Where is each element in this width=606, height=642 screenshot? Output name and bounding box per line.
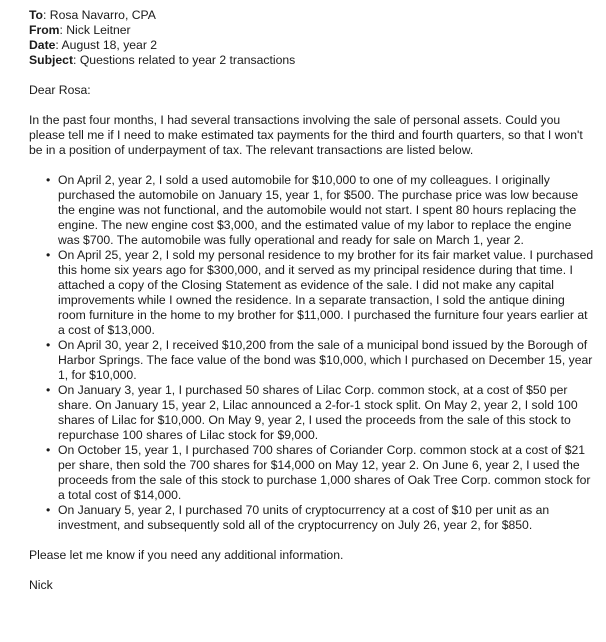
transaction-list: [29, 173, 594, 533]
subject-value: Questions related to year 2 transactions: [79, 53, 296, 67]
bullet-icon: •: [46, 248, 51, 262]
bullet-icon: •: [46, 383, 51, 397]
list-item-text: On April 2, year 2, I sold a used automobile for $10,000 to one of my colleagues. I originally purchased the automobile on January 15, year 1, for $500. The purchase price was low because the engine was not functional, and the automobile would not start. I spent 80 hours replacing the engine. The new engine cost $3,000, and the estimated value of my labor to replace the engine was $700. The automobile was fully operational and ready for sale on March 1, year 2.: [58, 173, 579, 247]
date-value: August 18, year 2: [61, 38, 158, 52]
list-item: [46, 503, 594, 533]
closing-line: Please let me know if you need any additional information.: [29, 548, 344, 562]
bullet-icon: •: [46, 443, 51, 457]
bullet-icon: •: [46, 338, 51, 352]
list-item-text: On January 3, year 1, I purchased 50 shares of Lilac Corp. common stock, at a cost of $50 per share. On January 15, year 2, Lilac announced a 2-for-1 stock split. On May 2, year 2, I sold 100 shares of Lilac for $10,000. On May 9, year 2, I used the proceeds from the sale of this stock to repurchase 100 shares of Lilac stock for $9,000.: [58, 383, 578, 442]
memo-document: [29, 8, 594, 593]
from-label: From: [29, 23, 60, 37]
subject-label: Subject: [29, 53, 74, 67]
from-value: Nick Leitner: [66, 23, 131, 37]
bullet-icon: •: [46, 503, 51, 517]
greeting: Dear Rosa:: [29, 83, 91, 97]
list-item: [46, 248, 594, 338]
date-label: Date: [29, 38, 56, 52]
to-label: To: [29, 8, 43, 22]
date-line: Date: August 18, year 2: [29, 38, 158, 52]
list-item-text: On January 5, year 2, I purchased 70 units of cryptocurrency at a cost of $10 per unit as an investment, and subsequently sold all of the cryptocurrency on July 26, year 2, for $850.: [58, 503, 550, 532]
list-item-text: On October 15, year 1, I purchased 700 shares of Coriander Corp. common stock at a cost of $21 per share, then sold the 700 shares for $14,000 on May 12, year 2. On June 6, year 2, I used the proceeds from the sale of this stock to purchase 1,000 shares of Oak Tree Corp. common stock for a total cost of $14,000.: [58, 443, 591, 502]
to-value: Rosa Navarro, CPA: [49, 8, 156, 22]
memo-header: [29, 8, 594, 68]
list-item: [46, 173, 594, 248]
list-item: [46, 443, 594, 503]
bullet-icon: •: [46, 173, 51, 187]
subject-line: Subject: Questions related to year 2 transactions: [29, 53, 296, 67]
from-line: From: Nick Leitner: [29, 23, 131, 37]
signature: Nick: [29, 578, 53, 592]
list-item-text: On April 25, year 2, I sold my personal residence to my brother for its fair market value. I purchased this home six years ago for $300,000, and it served as my principal residence during that time. I attached a copy of the Closing Statement as evidence of the sale. I did not make any capital improvements while I owned the residence. In a separate transaction, I sold the antique dining room furniture in the home to my brother for $11,000. I purchased the furniture four years earlier at a cost of $13,000.: [58, 248, 594, 337]
intro-paragraph: In the past four months, I had several transactions involving the sale of personal assets. Could you please tell me if I need to make estimated tax payments for the third and fourth quarters, so that I won't be in a position of underpayment of tax. The relevant transactions are listed below.: [29, 113, 583, 157]
list-item: [46, 383, 594, 443]
list-item: [46, 338, 594, 383]
list-item-text: On April 30, year 2, I received $10,200 from the sale of a municipal bond issued by the Borough of Harbor Springs. The face value of the bond was $10,000, which I purchased on December 15, year 1, for $10,000.: [58, 338, 593, 382]
to-line: To: Rosa Navarro, CPA: [29, 8, 156, 22]
